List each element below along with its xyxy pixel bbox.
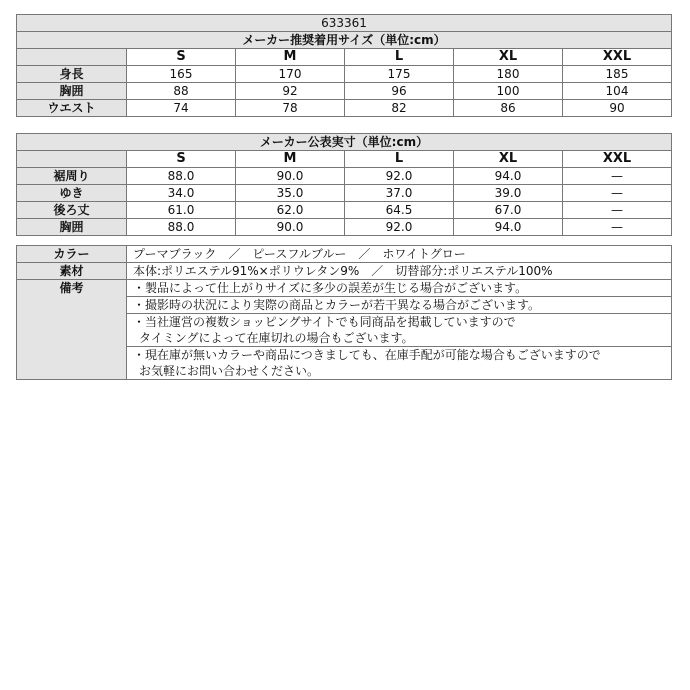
table-cell: 78	[236, 100, 345, 117]
material-row	[17, 263, 672, 280]
note-line: ・現在庫が無いカラーや商品につきましても、在庫手配が可能な場合もございますので	[133, 348, 601, 362]
size-header-row	[17, 151, 672, 168]
recommended-size-title: メーカー推奨着用サイズ（単位:cm）	[17, 32, 672, 49]
table-row	[17, 100, 672, 117]
table-row	[17, 219, 672, 236]
table-cell: 92	[236, 83, 345, 100]
table-cell: —	[563, 185, 672, 202]
table-cell: 170	[236, 66, 345, 83]
row-label: 裾周り	[17, 168, 127, 185]
table-cell: —	[563, 202, 672, 219]
table-cell: 100	[454, 83, 563, 100]
blank-corner-cell	[17, 49, 127, 66]
table-row	[17, 202, 672, 219]
table-cell: 92.0	[345, 219, 454, 236]
row-label: 胸囲	[17, 219, 127, 236]
recommended-size-table	[16, 14, 672, 117]
note-line: ・当社運営の複数ショッピングサイトでも同商品を掲載していますので	[133, 315, 516, 329]
row-label: 後ろ丈	[17, 202, 127, 219]
note-line: ・撮影時の状況により実際の商品とカラーが若干異なる場合がございます。	[133, 298, 541, 312]
color-value: プーマブラック ／ ピースフルブルー ／ ホワイトグロー	[127, 246, 672, 263]
note-item	[127, 297, 672, 314]
table-cell: 180	[454, 66, 563, 83]
table-cell: 88.0	[127, 168, 236, 185]
blank-corner-cell	[17, 151, 127, 168]
table-cell: 37.0	[345, 185, 454, 202]
table-cell: 62.0	[236, 202, 345, 219]
color-row	[17, 246, 672, 263]
table-cell: 86	[454, 100, 563, 117]
table-cell: 82	[345, 100, 454, 117]
table-cell: 96	[345, 83, 454, 100]
table-cell: 90.0	[236, 168, 345, 185]
note-line: タイミングによって在庫切れの場合もございます。	[139, 331, 414, 345]
row-label: 身長	[17, 66, 127, 83]
notes-label: 備考	[17, 280, 127, 380]
table-row	[17, 168, 672, 185]
actual-size-title: メーカー公表実寸（単位:cm）	[17, 134, 672, 151]
note-line: ・製品によって仕上がりサイズに多少の誤差が生じる場合がございます。	[133, 281, 528, 295]
table-cell: 88.0	[127, 219, 236, 236]
table-cell: 39.0	[454, 185, 563, 202]
note-item	[127, 347, 672, 380]
table-cell: 165	[127, 66, 236, 83]
table-cell: 35.0	[236, 185, 345, 202]
material-label: 素材	[17, 263, 127, 280]
table-cell: 61.0	[127, 202, 236, 219]
size-xxl: XXL	[563, 49, 672, 66]
notes-row	[17, 280, 672, 297]
row-label: ウエスト	[17, 100, 127, 117]
size-header-row	[17, 49, 672, 66]
material-value: 本体:ポリエステル91%×ポリウレタン9% ／ 切替部分:ポリエステル100%	[127, 263, 672, 280]
table-cell: 175	[345, 66, 454, 83]
note-item	[127, 314, 672, 347]
size-l: L	[345, 49, 454, 66]
table-row	[17, 83, 672, 100]
size-l: L	[345, 151, 454, 168]
size-xl: XL	[454, 151, 563, 168]
row-label: 胸囲	[17, 83, 127, 100]
table-cell: 92.0	[345, 168, 454, 185]
size-m: M	[236, 49, 345, 66]
product-details-table	[16, 245, 672, 380]
size-m: M	[236, 151, 345, 168]
color-label: カラー	[17, 246, 127, 263]
size-s: S	[127, 49, 236, 66]
note-line: お気軽にお問い合わせください。	[139, 364, 320, 378]
table-cell: —	[563, 219, 672, 236]
table-row	[17, 185, 672, 202]
product-code: 633361	[17, 15, 672, 32]
table-cell: 64.5	[345, 202, 454, 219]
note-item	[127, 280, 672, 297]
table-cell: 74	[127, 100, 236, 117]
table-cell: —	[563, 168, 672, 185]
table-cell: 34.0	[127, 185, 236, 202]
size-xxl: XXL	[563, 151, 672, 168]
size-s: S	[127, 151, 236, 168]
table-cell: 67.0	[454, 202, 563, 219]
table-cell: 94.0	[454, 219, 563, 236]
table-cell: 90	[563, 100, 672, 117]
table-row	[17, 66, 672, 83]
table-cell: 88	[127, 83, 236, 100]
table-cell: 90.0	[236, 219, 345, 236]
row-label: ゆき	[17, 185, 127, 202]
table-cell: 104	[563, 83, 672, 100]
table-cell: 185	[563, 66, 672, 83]
actual-size-table	[16, 133, 672, 236]
table-cell: 94.0	[454, 168, 563, 185]
size-xl: XL	[454, 49, 563, 66]
